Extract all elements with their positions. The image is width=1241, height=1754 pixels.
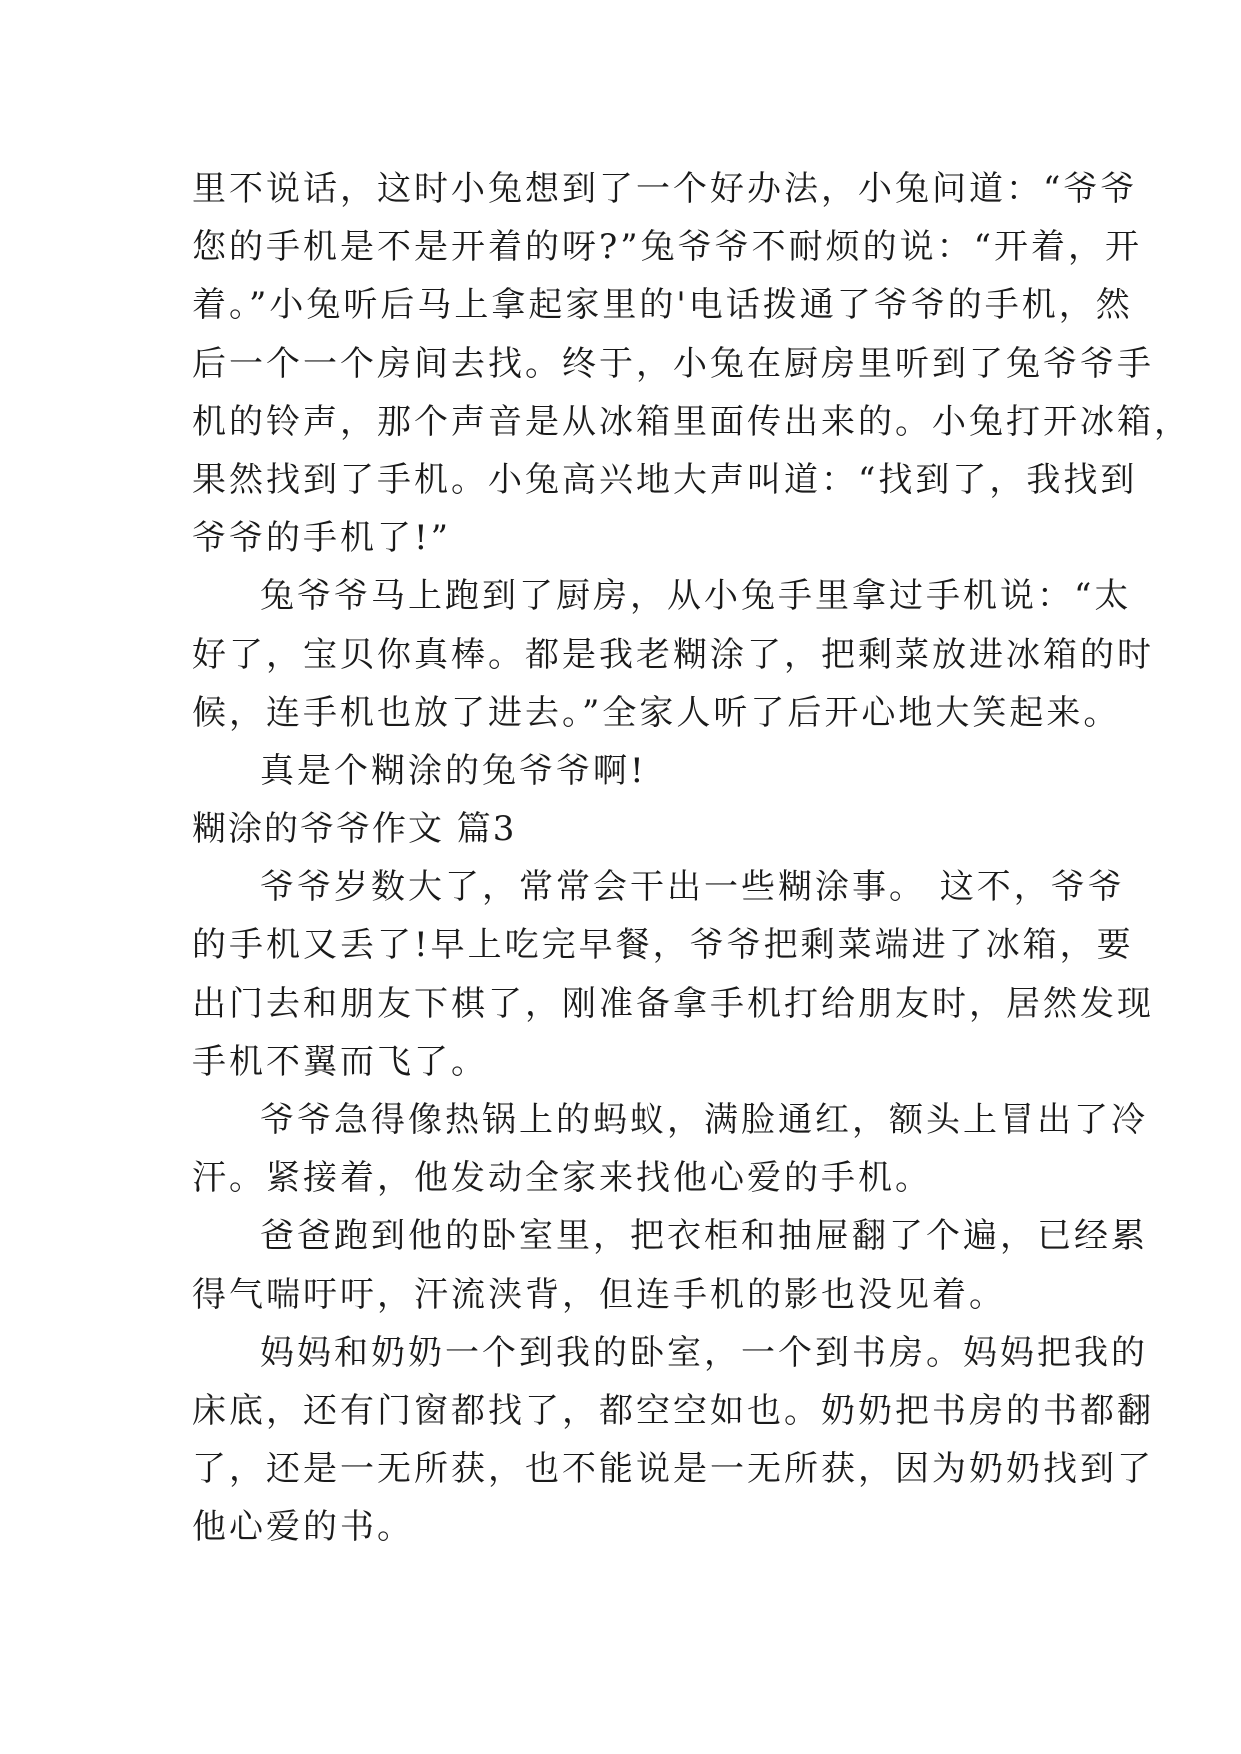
section-heading: 糊涂的爷爷作文 篇3 bbox=[192, 809, 517, 850]
text-line: 的手机又丢了!早上吃完早餐，爷爷把剩菜端进了冰箱，要 bbox=[192, 925, 1134, 966]
text-line: 出门去和朋友下棋了，刚准备拿手机打给朋友时，居然发现 bbox=[192, 983, 1154, 1024]
text-line: 着。”小兔听后马上拿起家里的'电话拨通了爷爷的手机，然 bbox=[192, 285, 1133, 326]
paragraph-first-line: 妈妈和奶奶一个到我的卧室，一个到书房。妈妈把我的 bbox=[260, 1332, 1148, 1373]
text-line: 汗。紧接着，他发动全家来找他心爱的手机。 bbox=[192, 1158, 932, 1199]
text-line: 他心爱的书。 bbox=[192, 1507, 414, 1548]
paragraph-first-line: 爷爷急得像热锅上的蚂蚁，满脸通红，额头上冒出了冷 bbox=[260, 1100, 1148, 1140]
paragraph-first-line: 兔爷爷马上跑到了厨房，从小兔手里拿过手机说：“太 bbox=[260, 576, 1132, 617]
text-line: 好了，宝贝你真棒。都是我老糊涂了，把剩菜放进冰箱的时 bbox=[192, 634, 1154, 675]
text-line: 手机不翼而飞了。 bbox=[192, 1041, 488, 1082]
text-line: 果然找到了手机。小兔高兴地大声叫道：“找到了，我找到 bbox=[192, 459, 1138, 500]
paragraph-first-line: 真是个糊涂的兔爷爷啊! bbox=[260, 750, 647, 791]
document-body bbox=[192, 160, 1191, 1557]
text-line: 后一个一个房间去找。终于，小兔在厨房里听到了兔爷爷手 bbox=[192, 343, 1154, 384]
text-line: 得气喘吁吁，汗流浃背，但连手机的影也没见着。 bbox=[192, 1274, 1006, 1315]
text-line: 候，连手机也放了进去。”全家人听了后开心地大笑起来。 bbox=[192, 692, 1121, 733]
text-line: 您的手机是不是开着的呀?”兔爷爷不耐烦的说：“开着，开 bbox=[192, 227, 1142, 268]
text-line: 爷爷的手机了!” bbox=[192, 518, 452, 559]
text-line: 里不说话，这时小兔想到了一个好办法，小兔问道：“爷爷 bbox=[192, 169, 1138, 209]
text-line: 床底，还有门窗都找了，都空空如也。奶奶把书房的书都翻 bbox=[192, 1390, 1154, 1431]
paragraph-first-line: 爷爷岁数大了，常常会干出一些糊涂事。 这不，爷爷 bbox=[260, 867, 1125, 908]
text-line: 机的铃声，那个声音是从冰箱里面传出来的。小兔打开冰箱， bbox=[192, 401, 1191, 442]
text-line: 了，还是一无所获，也不能说是一无所获，因为奶奶找到了 bbox=[192, 1449, 1154, 1490]
paragraph-first-line: 爸爸跑到他的卧室里，把衣柜和抽屉翻了个遍，已经累 bbox=[260, 1216, 1148, 1257]
